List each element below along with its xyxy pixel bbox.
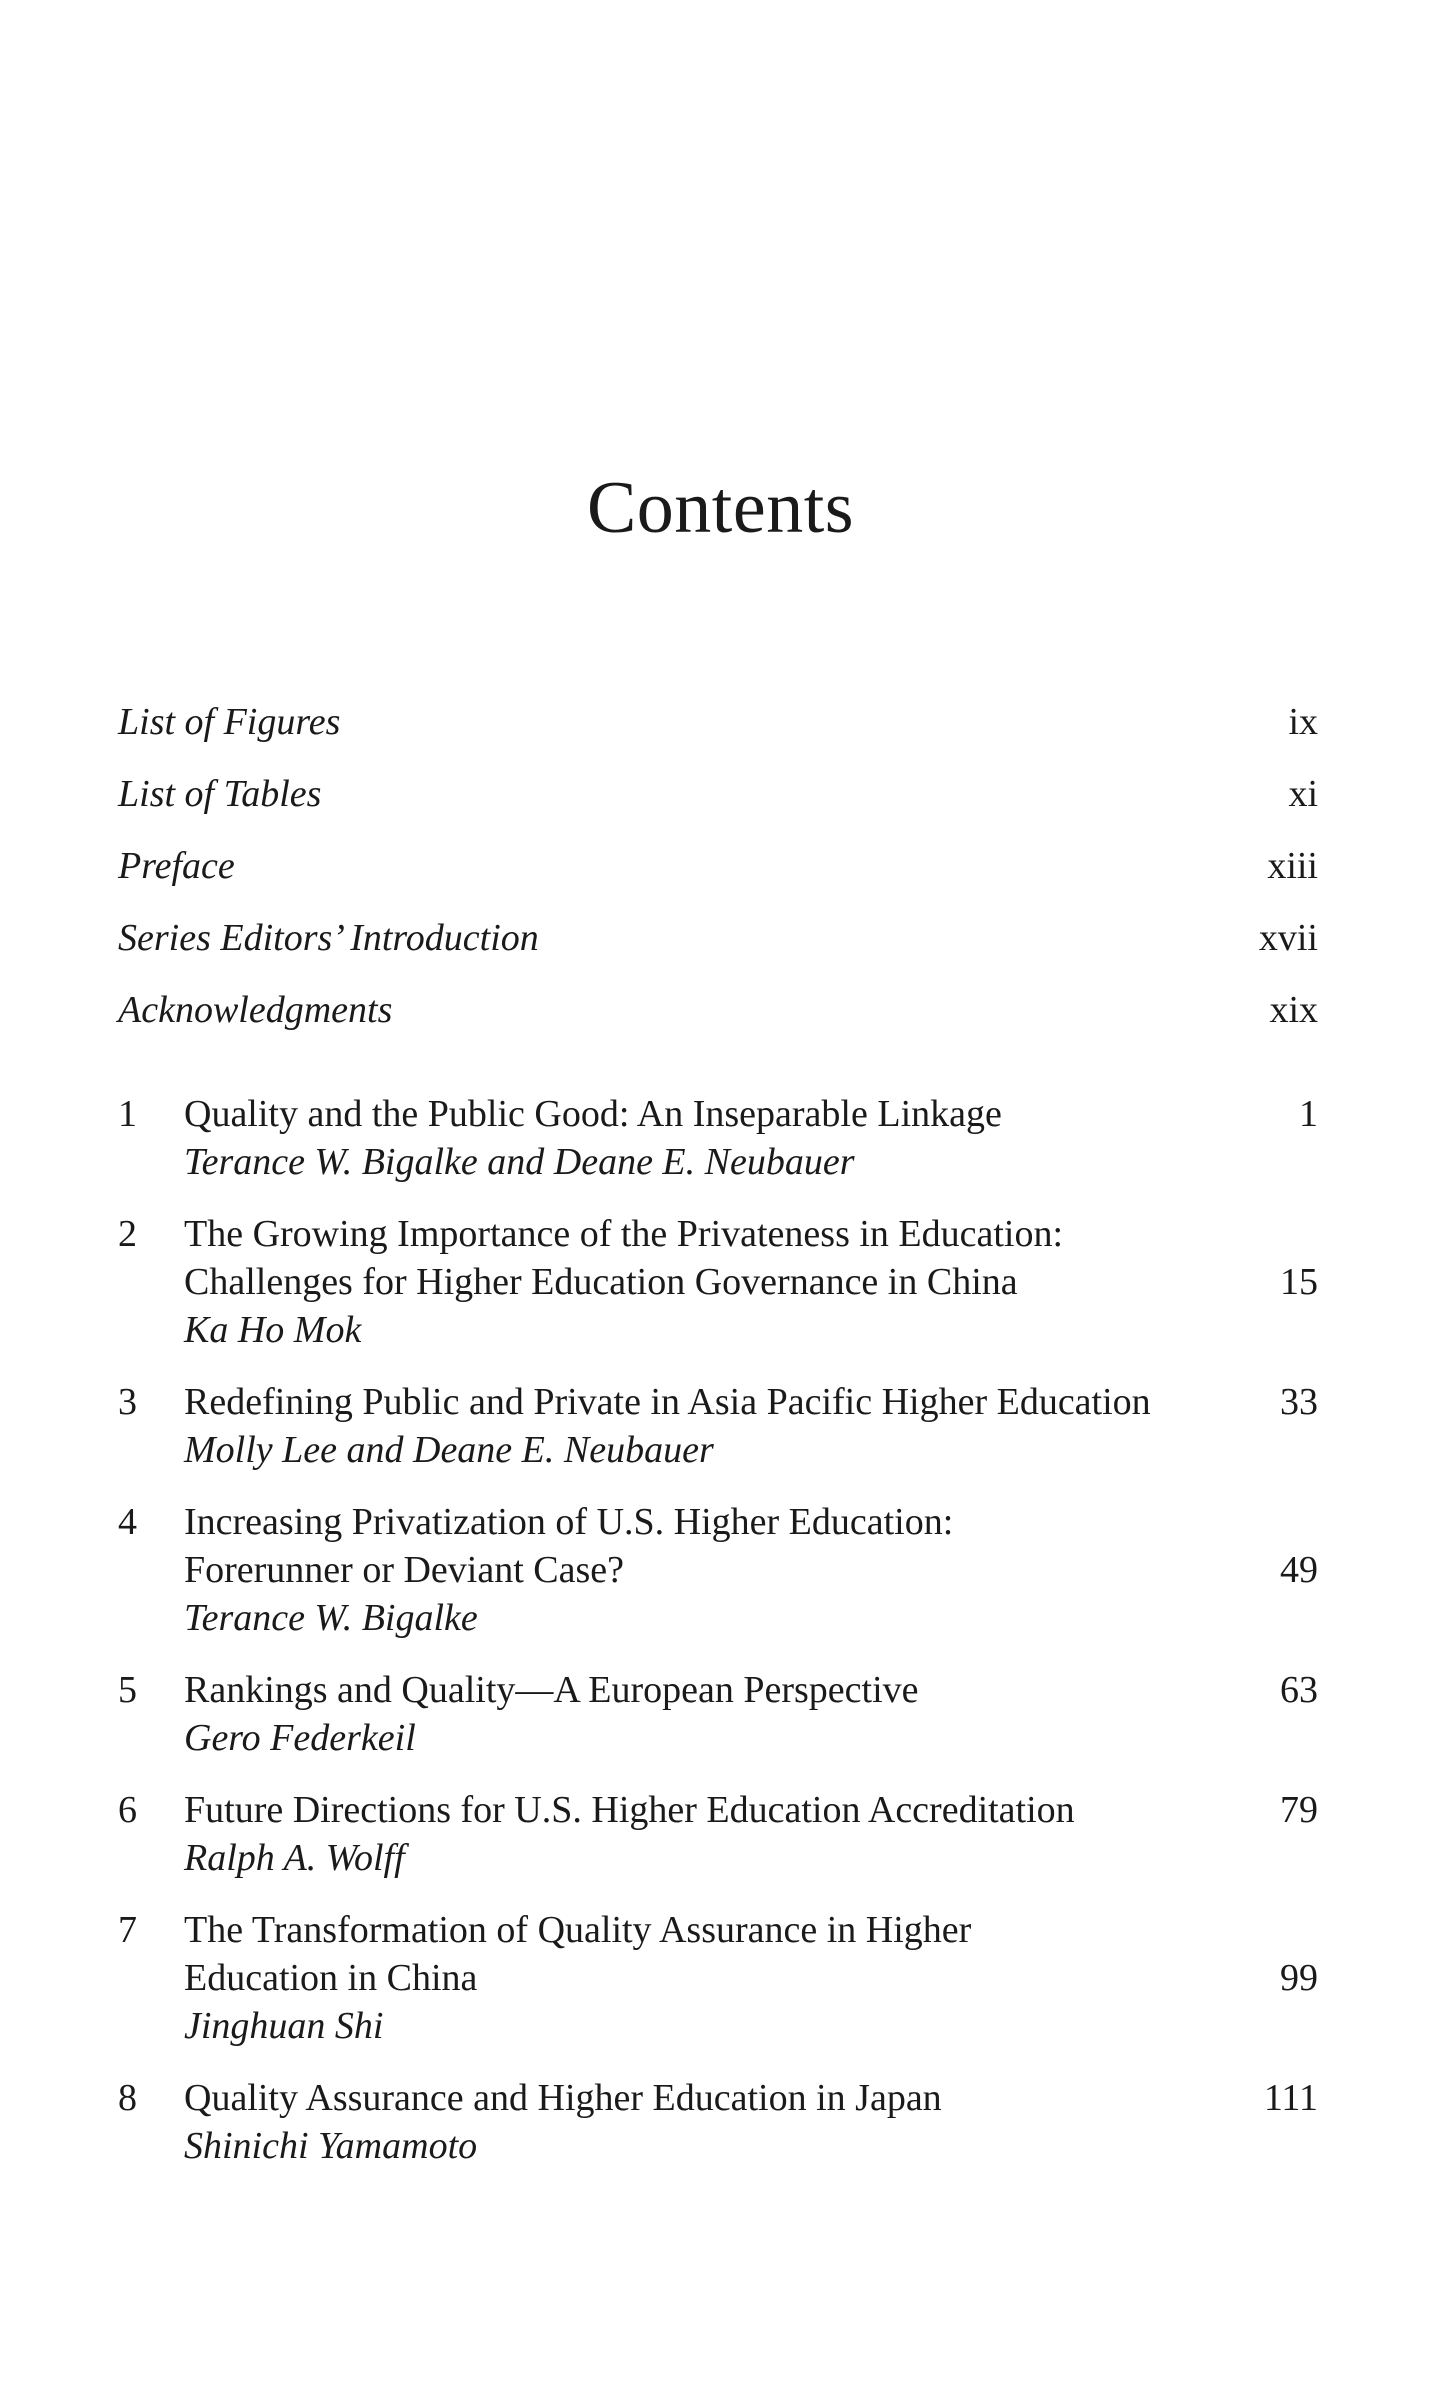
chapter-entry[interactable] (118, 1378, 1318, 1474)
front-matter-page: xi (1288, 773, 1318, 815)
chapter-title: Rankings and Quality—A European Perspective (184, 1669, 919, 1711)
chapter-number: 8 (118, 2077, 137, 2119)
front-matter-item[interactable] (118, 910, 1318, 982)
front-matter-item[interactable] (118, 766, 1318, 838)
chapter-entry[interactable] (118, 1090, 1318, 1186)
chapter-list (118, 1090, 1318, 2194)
front-matter-label: List of Figures (118, 701, 341, 743)
chapter-number: 4 (118, 1501, 137, 1543)
chapter-title: Future Directions for U.S. Higher Education Accreditation (184, 1789, 1075, 1831)
front-matter-page: xiii (1267, 845, 1318, 887)
chapter-entry[interactable] (118, 2074, 1318, 2170)
front-matter-label: Preface (118, 845, 235, 887)
chapter-title: Quality and the Public Good: An Inseparable Linkage (184, 1093, 1002, 1135)
front-matter-label: Series Editors’ Introduction (118, 917, 539, 959)
front-matter-page: xix (1269, 989, 1318, 1031)
chapter-entry[interactable] (118, 1498, 1318, 1642)
chapter-number: 7 (118, 1909, 137, 1951)
front-matter-list (118, 694, 1318, 1054)
chapter-entry[interactable] (118, 1666, 1318, 1762)
front-matter-page: xvii (1258, 917, 1318, 959)
chapter-authors: Gero Federkeil (184, 1717, 416, 1759)
front-matter-item[interactable] (118, 838, 1318, 910)
chapter-title: Redefining Public and Private in Asia Pacific Higher Education (184, 1381, 1151, 1423)
chapter-number: 6 (118, 1789, 137, 1831)
chapter-entry[interactable] (118, 1906, 1318, 2050)
chapter-number: 5 (118, 1669, 137, 1711)
chapter-authors: Jinghuan Shi (184, 2005, 384, 2047)
chapter-authors: Shinichi Yamamoto (184, 2125, 478, 2167)
chapter-page: 111 (1263, 2077, 1318, 2119)
chapter-authors: Terance W. Bigalke (184, 1597, 478, 1639)
chapter-authors: Molly Lee and Deane E. Neubauer (184, 1429, 714, 1471)
chapter-title: Increasing Privatization of U.S. Higher Education: (184, 1501, 954, 1543)
chapter-entry[interactable] (118, 1210, 1318, 1354)
chapter-page: 49 (1280, 1549, 1318, 1591)
chapter-page: 99 (1280, 1957, 1318, 1999)
front-matter-item[interactable] (118, 982, 1318, 1054)
page-title: Contents (586, 466, 855, 549)
chapter-title: The Transformation of Quality Assurance in Higher (184, 1909, 972, 1951)
front-matter-page: ix (1288, 701, 1318, 743)
chapter-page: 15 (1280, 1261, 1318, 1303)
chapter-number: 1 (118, 1093, 137, 1135)
chapter-title: Quality Assurance and Higher Education in Japan (184, 2077, 942, 2119)
chapter-page: 33 (1280, 1381, 1318, 1423)
chapter-authors: Terance W. Bigalke and Deane E. Neubauer (184, 1141, 855, 1183)
chapter-title: Forerunner or Deviant Case? (184, 1549, 625, 1591)
chapter-authors: Ralph A. Wolff (184, 1837, 405, 1879)
chapter-page: 63 (1280, 1669, 1318, 1711)
chapter-entry[interactable] (118, 1786, 1318, 1882)
chapter-number: 2 (118, 1213, 137, 1255)
chapter-title: The Growing Importance of the Privateness in Education: (184, 1213, 1064, 1255)
chapter-title: Challenges for Higher Education Governance in China (184, 1261, 1018, 1303)
chapter-number: 3 (118, 1381, 137, 1423)
front-matter-label: Acknowledgments (118, 989, 393, 1031)
chapter-authors: Ka Ho Mok (184, 1309, 362, 1351)
chapter-page: 79 (1280, 1789, 1318, 1831)
chapter-title: Education in China (184, 1957, 478, 1999)
front-matter-label: List of Tables (118, 773, 322, 815)
chapter-page: 1 (1299, 1093, 1318, 1135)
front-matter-item[interactable] (118, 694, 1318, 766)
